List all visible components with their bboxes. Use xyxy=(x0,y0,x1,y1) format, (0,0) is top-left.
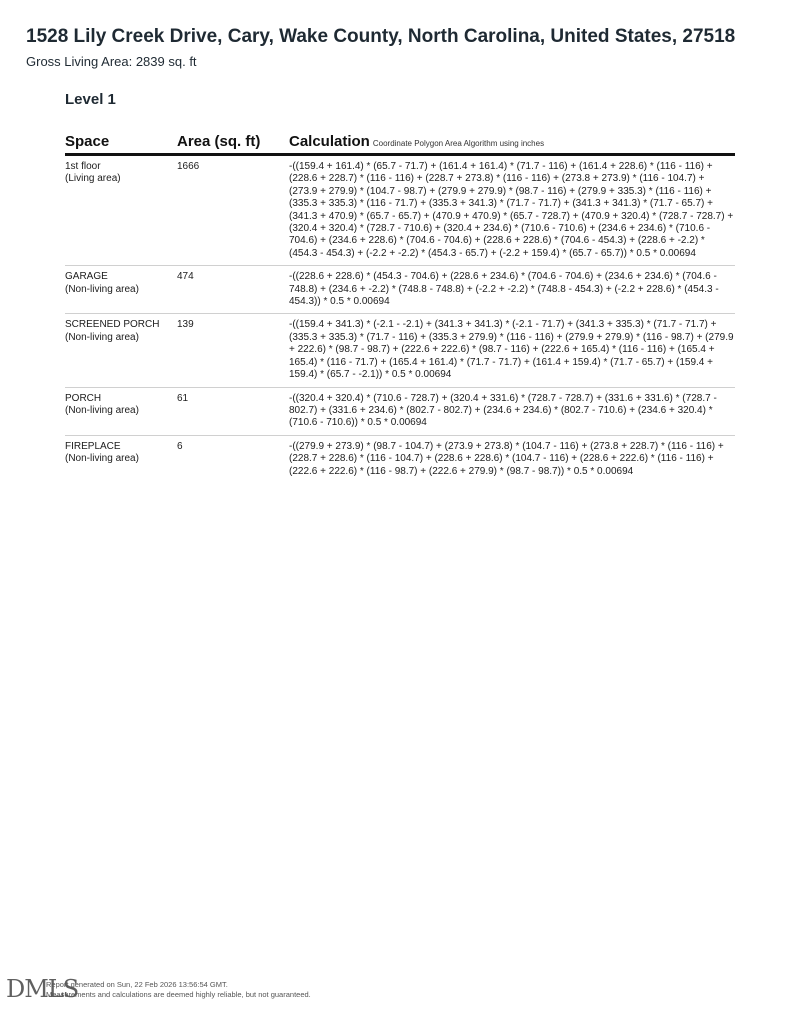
column-header-space: Space xyxy=(65,133,110,150)
report-generated-line: Report generated on Sun, 22 Feb 2026 13:56:54 GMT. xyxy=(46,980,228,989)
column-header-area: Area (sq. ft) xyxy=(177,133,261,150)
space-cell xyxy=(65,271,177,296)
level-heading: Level 1 xyxy=(65,91,116,108)
area-table xyxy=(65,133,735,483)
table-row xyxy=(65,314,735,387)
space-name: 1st floor xyxy=(65,161,101,172)
space-cell xyxy=(65,393,177,418)
calculation-formula: -((320.4 + 320.4) * (710.6 - 728.7) + (320.4 + 331.6) * (728.7 - 728.7) + (331.6 + 331.6) * (728.7 - 802.7) + (331.6 + 234.6) * (802.7 - 802.7) + (234.6 + 234.6) * (802.7 - 710.6) + (234.6 + 320.4) * (710.6 - 710.6)) * 0.5 * 0.00694 xyxy=(289,392,717,429)
area-value: 61 xyxy=(177,392,189,404)
area-value: 474 xyxy=(177,271,194,283)
calculation-method-note: Coordinate Polygon Area Algorithm using inches xyxy=(372,139,545,148)
space-cell xyxy=(65,319,177,344)
space-name: PORCH xyxy=(65,392,102,404)
space-name: GARAGE xyxy=(65,271,108,283)
table-row xyxy=(65,436,735,483)
space-name: FIREPLACE xyxy=(65,440,121,452)
calculation-formula: -((159.4 + 161.4) * (65.7 - 71.7) + (161.4 + 161.4) * (71.7 - 116) + (161.4 + 228.6) * (116 - 116) + (228.6 + 228.7) * (116 - 116) + (228.7 + 273.8) * (116 - 116) + (273.8 + 273.9) * (116 - 104.7) + (273.9 + 279.9) * (104.7 - 98.7) + (279.9 + 279.9) * (98.7 - 116) + (279.9 + 335.3) * (116 - 116) + (335.3 + 335.3) * (116 - 71.7) + (335.3 + 341.3) * (71.7 - 71.7) + (341.3 + 341.3) * (71.7 - 65.7) + (341.3 + 470.9) * (65.7 - 65.7) + (470.9 + 470.9) * (65.7 - 728.7) + (470.9 + 320.4) * (728.7 - 728.7) + (320.4 + 320.4) * (728.7 - 710.6) + (320.4 + 234.6) * (710.6 - 710.6) + (234.6 + 234.6) * (710.6 - 704.6) + (234.6 + 228.6) * (704.6 - 704.6) + (228.6 + 228.6) * (704.6 - 454.3) + (228.6 + -2.2) * (454.3 - 454.3) + (-2.2 + -2.2) * (454.3 - 65.7) + (-2.2 + 159.4) * (65.7 - 65.7)) * 0.5 * 0.00694 xyxy=(289,161,734,259)
area-value: 6 xyxy=(177,440,183,452)
property-address-title: 1528 Lily Creek Drive, Cary, Wake County, North Carolina, United States, 27518 xyxy=(26,26,736,47)
calculation-formula: -((279.9 + 273.9) * (98.7 - 104.7) + (273.9 + 273.8) * (104.7 - 116) + (273.8 + 228.7) * (116 - 116) + (228.7 + 228.6) * (116 - 104.7) + (228.6 + 228.6) * (104.7 - 116) + (228.6 + 222.6) * (116 - 116) + (222.6 + 222.6) * (116 - 98.7) + (222.6 + 279.9) * (98.7 - 98.7)) * 0.5 * 0.00694 xyxy=(289,440,724,477)
table-row xyxy=(65,266,735,314)
space-cell xyxy=(65,161,177,186)
gross-living-area: Gross Living Area: 2839 sq. ft xyxy=(26,54,197,69)
area-value: 139 xyxy=(177,319,194,331)
calculation-formula: -((159.4 + 341.3) * (-2.1 - -2.1) + (341.3 + 341.3) * (-2.1 - 71.7) + (341.3 + 335.3) * (71.7 - 71.7) + (335.3 + 335.3) * (71.7 - 116) + (335.3 + 279.9) * (116 - 116) + (279.9 + 279.9) * (116 - 98.7) + (279.9 + 222.6) * (98.7 - 98.7) + (222.6 + 222.6) * (98.7 - 116) + (222.6 + 165.4) * (116 - 116) + (165.4 + 165.4) * (116 - 71.7) + (165.4 + 161.4) * (71.7 - 71.7) + (161.4 + 159.4) * (71.7 - 65.7) + (159.4 + 159.4) * (65.7 - -2.1)) * 0.5 * 0.00694 xyxy=(289,319,734,381)
disclaimer-line: Measurements and calculations are deemed highly reliable, but not guaranteed. xyxy=(46,990,311,999)
calculation-formula: -((228.6 + 228.6) * (454.3 - 704.6) + (228.6 + 234.6) * (704.6 - 704.6) + (234.6 + 234.6) * (704.6 - 748.8) + (234.6 + -2.2) * (748.8 - 748.8) + (-2.2 + -2.2) * (748.8 - 454.3) + (-2.2 + 228.6) * (454.3 - 454.3)) * 0.5 * 0.00694 xyxy=(289,271,719,308)
space-type: (Non-living area) xyxy=(65,453,139,465)
table-header xyxy=(65,133,735,156)
dmls-logo: DMLS xyxy=(6,975,79,1003)
report-footer xyxy=(6,975,406,1005)
space-type: (Non-living area) xyxy=(65,404,139,416)
column-header-calculation xyxy=(289,133,735,150)
space-type: (Living area) xyxy=(65,173,121,185)
area-value: 1666 xyxy=(177,161,200,172)
space-type: (Non-living area) xyxy=(65,283,139,295)
space-cell xyxy=(65,441,177,466)
footer-text xyxy=(46,980,311,1000)
table-row xyxy=(65,388,735,436)
table-row xyxy=(65,156,735,266)
calculation-header-label: Calculation xyxy=(289,133,370,150)
space-name: SCREENED PORCH xyxy=(65,319,160,331)
space-type: (Non-living area) xyxy=(65,331,139,343)
